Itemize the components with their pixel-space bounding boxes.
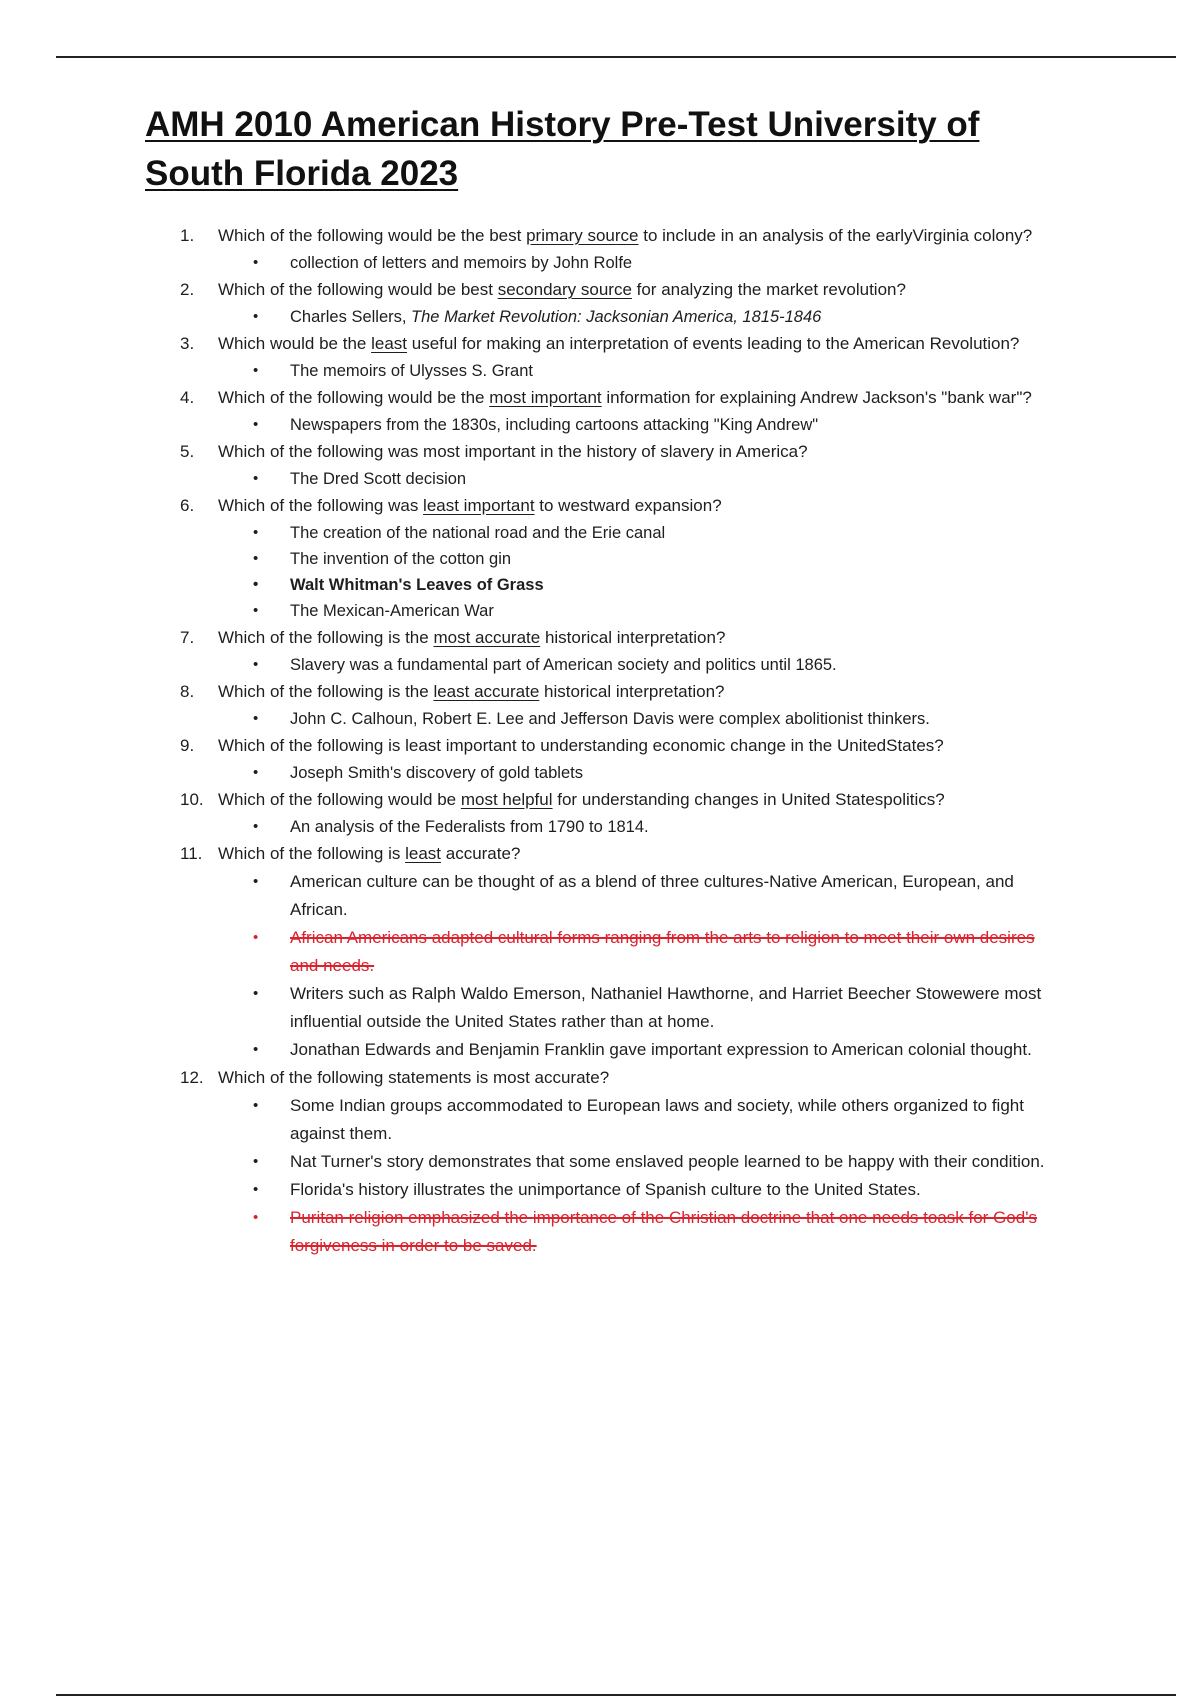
question-text: Which of the following would be most helpful for understanding changes in United Statespolitics?	[218, 790, 945, 809]
question-number: 5.	[180, 442, 195, 461]
question-text: Which of the following statements is most accurate?	[218, 1068, 610, 1087]
question-8	[0, 678, 1060, 732]
question-text: Which of the following would be best secondary source for analyzing the market revolution?	[218, 280, 906, 299]
answer-item: • American culture can be thought of as a blend of three cultures-Native American, European, and African.	[0, 868, 1060, 924]
question-text: Which of the following is the least accurate historical interpretation?	[218, 682, 725, 701]
answer-item: • The Dred Scott decision	[0, 466, 1060, 492]
answer-list	[218, 466, 1060, 492]
question-number: 12.	[180, 1068, 204, 1087]
question-text: Which of the following is least important to understanding economic change in the UnitedStates?	[218, 736, 944, 755]
question-6	[0, 492, 1060, 624]
answer-item-selected: • Walt Whitman's Leaves of Grass	[0, 572, 1060, 598]
question-9	[0, 732, 1060, 786]
document-title: AMH 2010 American History Pre-Test University of South Florida 2023	[145, 105, 980, 193]
answer-item: • Slavery was a fundamental part of American society and politics until 1865.	[0, 652, 1060, 678]
question-text: Which of the following is least accurate?	[218, 844, 521, 863]
answer-item: • Some Indian groups accommodated to European laws and society, while others organized to fight against them.	[0, 1092, 1060, 1148]
question-12	[0, 1064, 1060, 1260]
answer-item: • John C. Calhoun, Robert E. Lee and Jefferson Davis were complex abolitionist thinkers.	[0, 706, 1060, 732]
question-3	[0, 330, 1060, 384]
question-number: 7.	[180, 628, 195, 647]
answer-item-struck: • African Americans adapted cultural forms ranging from the arts to religion to meet their own desires and needs.	[0, 924, 1060, 980]
question-number: 2.	[180, 280, 195, 299]
question-text: Which of the following is the most accurate historical interpretation?	[218, 628, 726, 647]
question-11	[0, 840, 1060, 1064]
answer-list	[218, 868, 1060, 1064]
question-7	[0, 624, 1060, 678]
answer-item: • Writers such as Ralph Waldo Emerson, Nathaniel Hawthorne, and Harriet Beecher Stowewere most influential outside the United States rather than at home.	[0, 980, 1060, 1036]
answer-list	[218, 412, 1060, 438]
answer-item: • Nat Turner's story demonstrates that some enslaved people learned to be happy with their condition.	[0, 1148, 1060, 1176]
question-number: 10.	[180, 790, 204, 809]
question-number: 1.	[180, 226, 195, 245]
answer-list	[218, 1092, 1060, 1260]
question-text: Which of the following was most important in the history of slavery in America?	[218, 442, 808, 461]
question-text: Which of the following was least important to westward expansion?	[218, 496, 722, 515]
answer-item: • Newspapers from the 1830s, including cartoons attacking "King Andrew"	[0, 412, 1060, 438]
question-number: 9.	[180, 736, 195, 755]
answer-item: • The memoirs of Ulysses S. Grant	[0, 358, 1060, 384]
answer-item: • An analysis of the Federalists from 1790 to 1814.	[0, 814, 1060, 840]
question-text: Which would be the least useful for making an interpretation of events leading to the American Revolution?	[218, 334, 1020, 353]
answer-list	[218, 250, 1060, 276]
answer-list	[218, 652, 1060, 678]
question-1	[0, 222, 1060, 276]
question-text: Which of the following would be the most important information for explaining Andrew Jackson's "bank war"?	[218, 388, 1032, 407]
question-2	[0, 276, 1060, 330]
answer-item: • The Mexican-American War	[0, 598, 1060, 624]
answer-list	[218, 706, 1060, 732]
answer-item: • The creation of the national road and the Erie canal	[0, 520, 1060, 546]
answer-list	[218, 814, 1060, 840]
question-5	[0, 438, 1060, 492]
answer-item: • The invention of the cotton gin	[0, 546, 1060, 572]
answer-item: • Florida's history illustrates the unimportance of Spanish culture to the United States.	[0, 1176, 1060, 1204]
answer-list	[218, 358, 1060, 384]
answer-item: • Charles Sellers, The Market Revolution: Jacksonian America, 1815-1846	[0, 304, 1060, 330]
top-rule	[56, 56, 1176, 58]
answer-item: • collection of letters and memoirs by John Rolfe	[0, 250, 1060, 276]
question-number: 11.	[180, 844, 203, 863]
answer-item: • Jonathan Edwards and Benjamin Franklin gave important expression to American colonial thought.	[0, 1036, 1060, 1064]
question-number: 6.	[180, 496, 195, 515]
answer-list	[218, 520, 1060, 624]
answer-item-struck: • Puritan religion emphasized the importance of the Christian doctrine that one needs toask for God's forgiveness in order to be saved.	[0, 1204, 1060, 1260]
answer-item: • Joseph Smith's discovery of gold tablets	[0, 760, 1060, 786]
question-text: Which of the following would be the best primary source to include in an analysis of the earlyVirginia colony?	[218, 226, 1033, 245]
answer-list	[218, 760, 1060, 786]
bottom-rule	[56, 1694, 1176, 1696]
question-number: 3.	[180, 334, 195, 353]
book-title: The Market Revolution: Jacksonian America, 1815-1846	[411, 308, 822, 326]
answer-list	[218, 304, 1060, 330]
question-list	[0, 222, 1200, 1260]
question-number: 4.	[180, 388, 195, 407]
question-10	[0, 786, 1060, 840]
question-number: 8.	[180, 682, 195, 701]
question-4	[0, 384, 1060, 438]
